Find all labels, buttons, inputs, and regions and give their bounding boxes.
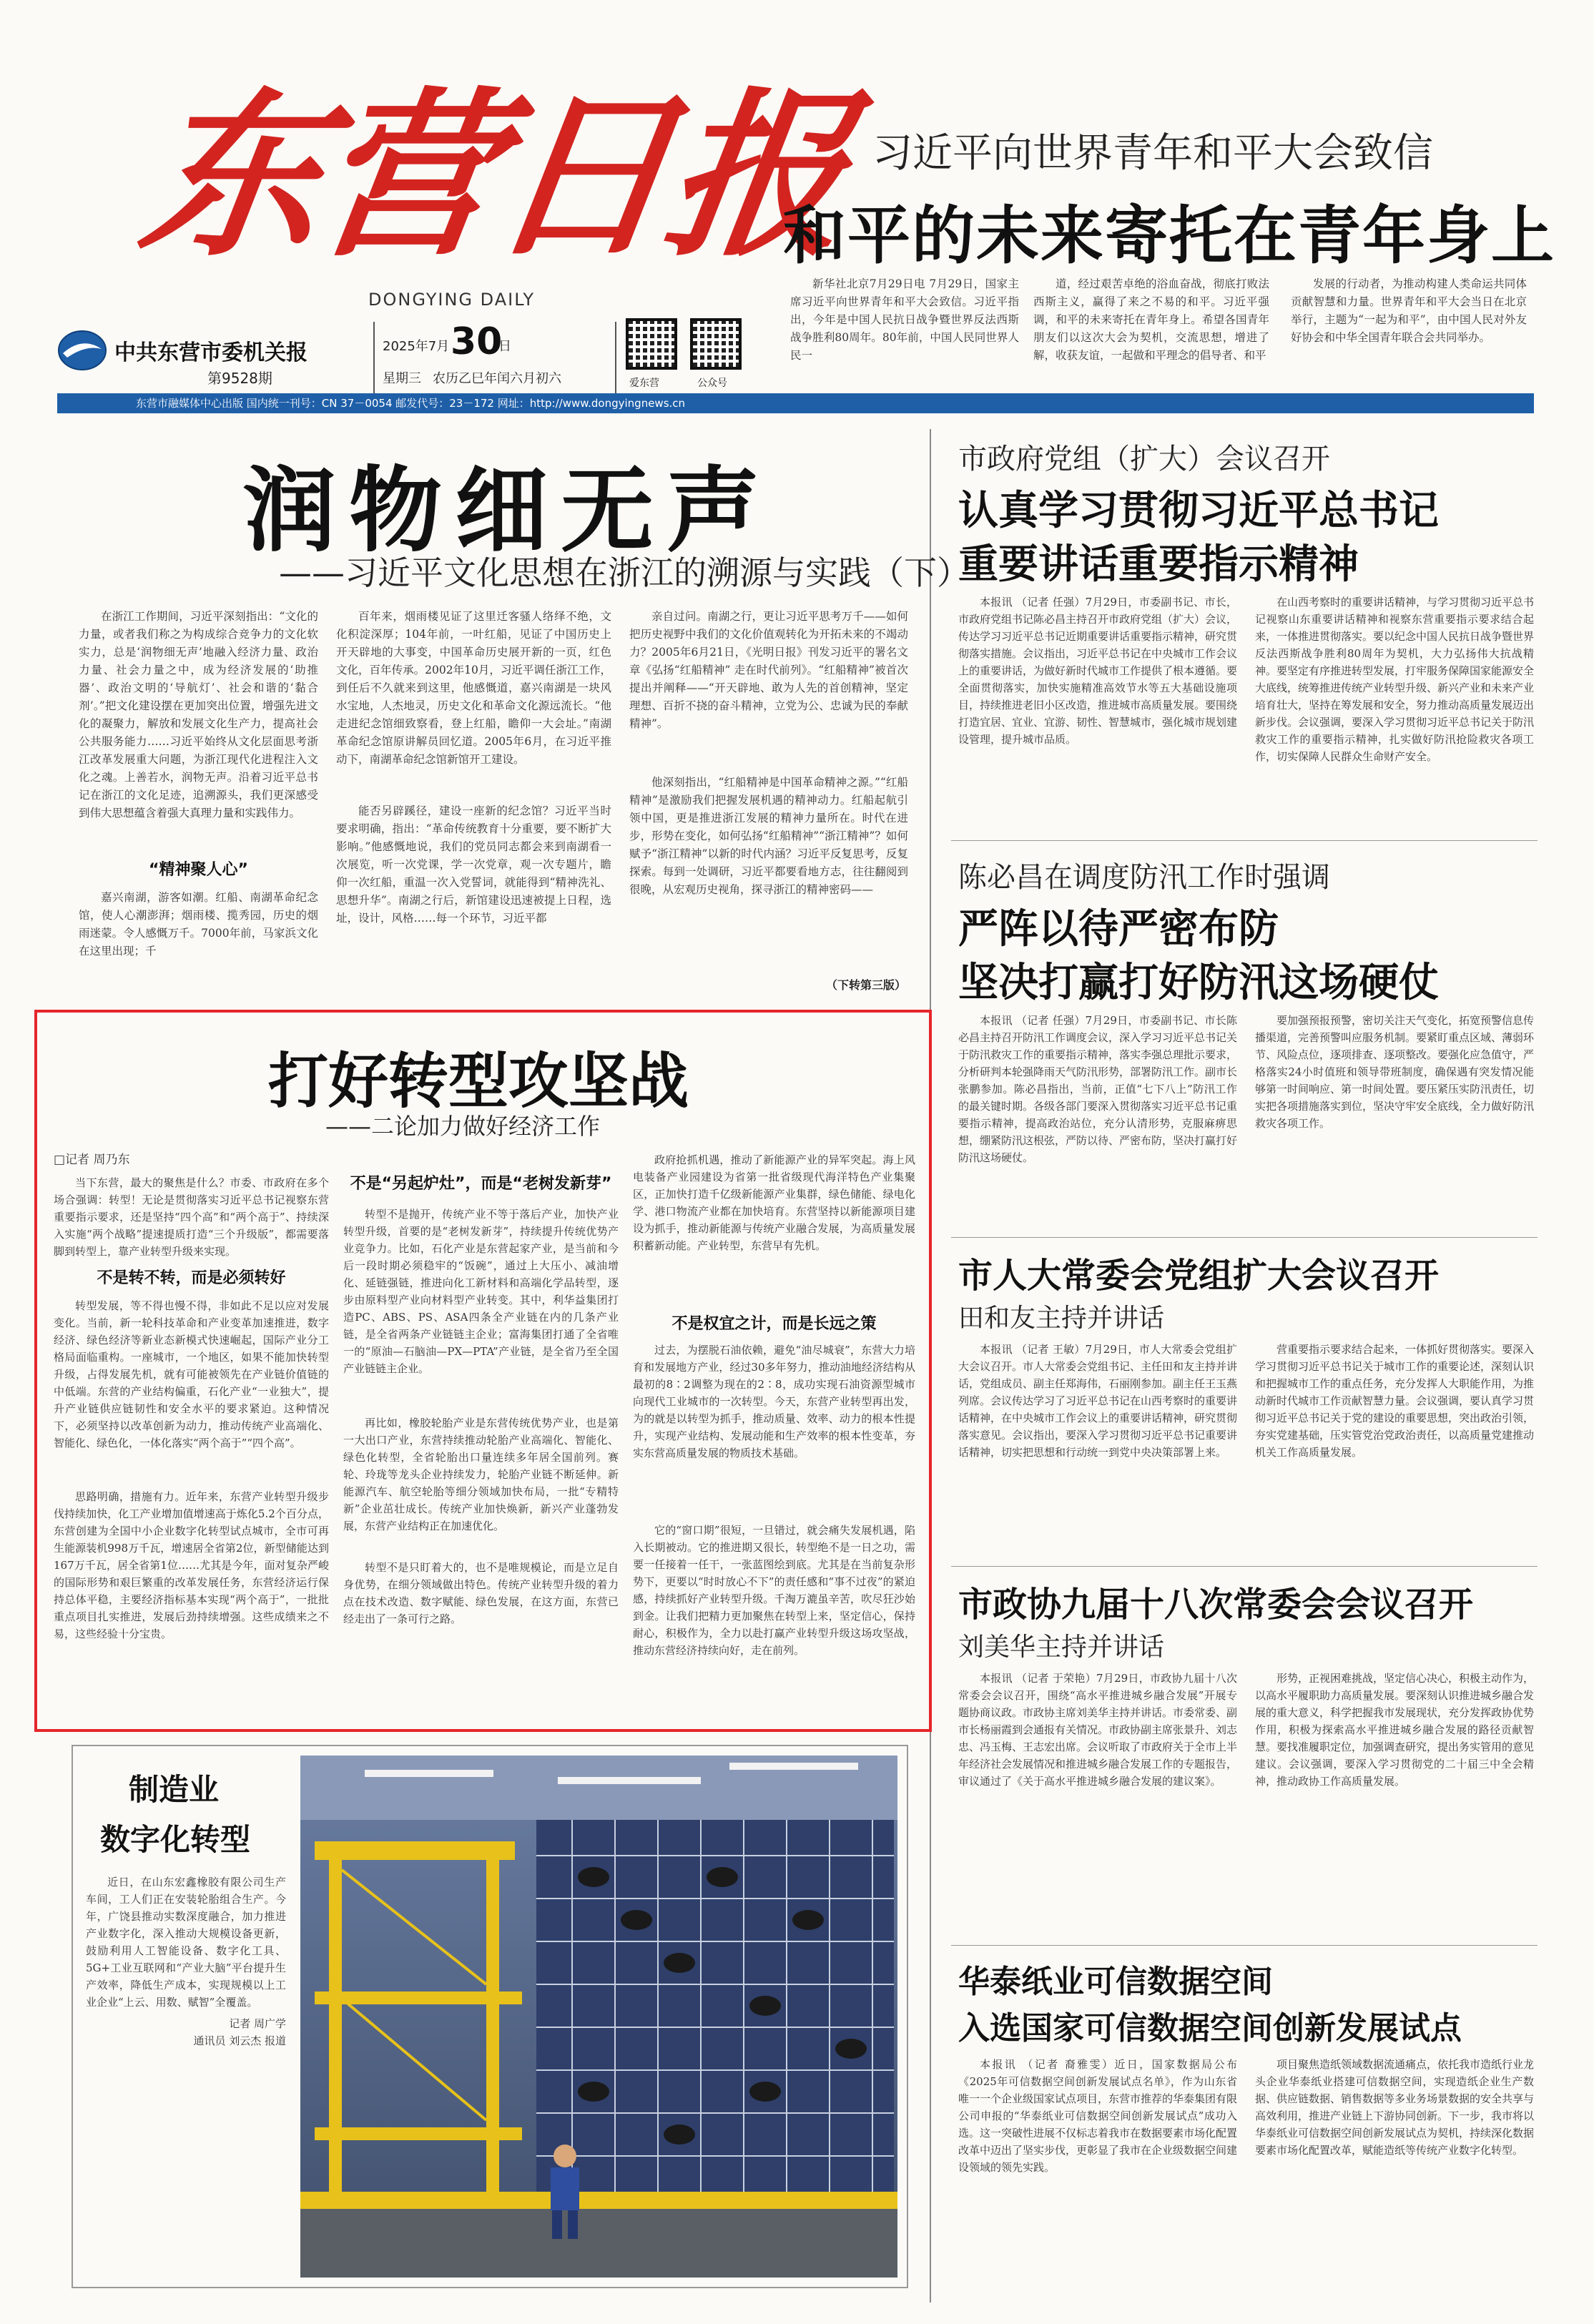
right-news-2-kicker: 陈必昌在调度防汛工作时强调	[958, 861, 1330, 894]
right-news-4-headline-2: 刘美华主持并讲话	[958, 1633, 1165, 1662]
right-news-5-col-1: 本报讯 （记者 裔雅雯）近日，国家数据局公布《2025年可信数据空间创新发展试点名单》，作为山东省唯一一个企业级国家试点项目，东营市推荐的华泰集团有限公司申报的“华泰纸业可信数据空间创新发展试点”成功入选。这一突破性进展不仅标志着我市在数据要素市场化配置改革中迈出了坚实步伐，更彰显了我市在企业级数据空间建设领域的领先实践。	[958, 2058, 1237, 2174]
photo-credit-correspondent: 通讯员 刘云杰 报道	[193, 2034, 286, 2047]
photo-story-text: 近日，在山东宏鑫橡胶有限公司生产车间，工人们正在安装轮胎组合生产。今年，广饶县推动实数深度融合，加力推进产业数字化，深入推动大规模设备更新，鼓励利用人工智能设备、数字化工具、5G+工业互联网和“产业大脑”平台提升生产效率，降低生产成本，实现规模以上工业企业“上云、用数、赋智”全覆盖。 记者 周广学 通讯员 刘云杰 报道	[86, 1874, 286, 2274]
editorial-headline: 打好转型攻坚战	[268, 1046, 689, 1116]
qr-label-account: 公众号	[697, 378, 727, 389]
lead-headline: 和平的未来寄托在青年身上	[783, 199, 1556, 272]
qr-code-app	[626, 318, 677, 370]
photo-story-title-1: 制造业	[129, 1772, 220, 1807]
editorial-col-1: □记者 周乃东 当下东营，最大的聚焦是什么？市委、市政府在多个场合强调：转型！无论是贯彻落实习近平总书记视察东营重要指示要求，还是坚持“四个高”和“两个高于”、持续深入实施“两个战略”提速提质打造“三个升级版”，都需要落脚到转型上，靠产业转型升级来实现。 不是转不转，而是必须转好 转型发展，等不得也慢不得，非如此不足以应对发展变化。当前，新一轮科技革命和产业变革加速推进，数字经济、绿色经济等新业态新模式快速崛起，国际产业分工格局面临重构。一座城市，一个地区，如果不能加快转型升级，占得发展先机，就有可能被领先在产业链价值链的中低端。东营的产业结构偏重，石化产业“一业独大”，提升产业链供应链韧性和安全水平的要求紧迫。这种情况下，必须坚持以改革创新为动力，推动传统产业高端化、智能化、绿色化，一体化落实“两个高于”“四个高”。 思路明确，措施有力。近年来，东营产业转型升级步伐持续加快，化工产业增加值增速高于炼化5.2个百分点，东营创建为全国中小企业数字化转型试点城市，全市可再生能源装机998万千瓦，增速居全省第2位，新型储能达到167万千瓦，居全省第1位……尤其是今年，面对复杂严峻的国际形势和艰巨繁重的改革发展任务，东营经济运行保持总体平稳，主要经济指标基本实现“两个高于”，一批批重点项目扎实推进，发展后劲持续增强。这些成绩来之不易，这些经验十分宝贵。	[54, 1153, 329, 1640]
culture-col-2: 百年来，烟雨楼见证了这里迁客骚人络绎不绝，文化积淀深厚；104年前，一叶红船，见证了中国历史上开天辟地的大事变，中国革命历史展开新的一页，红色文化，百年传承。2002年10月，习近平调任浙江工作，到任后不久就来到这里，他感慨道，嘉兴南湖是一块风水宝地，人杰地灵，历史文化和革命文化源远流长。“他走进纪念馆细致察看，登上红船，瞻仰一大会址。”南湖革命纪念馆原讲解员回忆道。2005年6月，在习近平推动下，南湖革命纪念馆新馆开工建设。 能否另辟蹊径，建设一座新的纪念馆？习近平当时要求明确，指出：“革命传统教育十分重要，要不断扩大影响。”他感慨地说，我们的党员同志都会来到南湖看一次展览，听一次党课，学一次党章，观一次专题片，瞻仰一次红船，重温一次入党誓词，就能得到“精神洗礼、思想升华”。南湖之行后，新馆建设迅速被提上日程，选址，设计，风格……每一个环节，习近平都	[336, 610, 611, 925]
lead-kicker: 习近平向世界青年和平大会致信	[872, 130, 1433, 177]
info-bar-text: 东营市融媒体中心出版 国内统一刊号：CN 37－0054 邮发代号：23－172 网址：http://www.dongyingnews.cn	[136, 397, 686, 410]
culture-subheading: “精神聚人心”	[149, 861, 248, 879]
culture-subtitle: ——习近平文化思想在浙江的溯源与实践（下）	[279, 553, 970, 592]
editorial-subtitle: ——二论加力做好经济工作	[325, 1113, 601, 1140]
culture-col-3: 亲自过问。南湖之行，更让习近平思考万千——如何把历史视野中我们的文化价值观转化为开拓未来的不竭动力？2005年6月21日，《光明日报》刊发习近平的署名文章《弘扬“红船精神” 走在时代前列》。“红船精神”被首次提出并阐释——“开天辟地、敢为人先的首创精神，坚定理想、百折不挠的奋斗精神，立党为公、忠诚为民的奉献精神”。 他深刻指出，“红船精神是中国革命精神之源。”“红船精神”是激励我们把握发展机遇的精神动力。红船起航引领中国，更是推进浙江发展的精神力量所在。时代在进步，形势在变化，如何弘扬“红船精神”“浙江精神”？如何赋予“浙江精神”以新的时代内涵？习近平反复思考，反复探索。每到一处调研，习近平都要看地方志，往往翻阅到很晚，从宏观历史视角，探寻浙江的精神密码——	[629, 610, 908, 896]
culture-headline: 润物细无声	[243, 456, 773, 565]
culture-col-1: 在浙江工作期间，习近平深刻指出：“文化的力量，或者我们称之为构成综合竞争力的文化软实力，总是‘润物细无声’地融入经济力量、政治力量、社会力量之中，成为经济发展的‘助推器’、政治文明的‘导航灯’、社会和谐的‘黏合剂’。”把文化建设摆在更加突出位置，增强先进文化的凝聚力，解放和发展文化生产力，提高社会公共服务能力……习近平始终从文化层面思考浙江改革发展重大问题，为浙江现代化进程注入文化之魂。上善若水，润物无声。沿着习近平总书记在浙江的文化足迹，追溯源头，我们更深感受到伟大思想蕴含着强大真理力量和实践伟力。 “精神聚人心” 嘉兴南湖，游客如潮。红船、南湖革命纪念馆，使人心潮澎湃；烟雨楼、揽秀园，历史的烟雨迷蒙。令人感慨万千。7000年前，马家浜文化在这里出现；千	[79, 610, 318, 957]
right-news-1-headline-2: 重要讲话重要指示精神	[958, 541, 1359, 588]
editorial-col-2: 不是“另起炉灶”，而是“老树发新芽” 转型不是抛开，传统产业不等于落后产业，加快产业转型升级，首要的是“老树发新芽”，持续提升传统优势产业竞争力。比如，石化产业是东营起家产业，是当前和今后一段时期必须稳牢的“饭碗”，通过上大压小、减油增化、延链强链，推进向化工新材料和高端化学品转型，逐步由原料型产业向材料型产业转变。其中，利华益集团打造PC、ABS、PS、ASA四条全产业链在内的几条产业链，是全省两条产业链链主企业；富海集团打通了全省唯一的“原油—石脑油—PX—PTA”产业链，是全省乃至全国产业链链主企业。 再比如，橡胶轮胎产业是东营传统优势产业，也是第一大出口产业，东营持续推动轮胎产业高端化、智能化、绿色化转型，全省轮胎出口量连续多年居全国前列。赛轮、玲珑等龙头企业持续发力，轮胎产业链不断延伸。新能源汽车、航空轮胎等细分领域加快布局，一批“专精特新”企业茁壮成长。传统产业加快焕新，新兴产业蓬勃发展，东营产业结构正在加速优化。 转型不是只盯着大的，也不是唯规模论，而是立足自身优势，在细分领域做出特色。传统产业转型升级的着力点在技术改造、数字赋能、绿色发展，在这方面，东营已经走出了一条可行之路。	[343, 1173, 619, 1716]
photo-credit-reporter: 记者 周广学	[229, 2017, 286, 2030]
editorial-subheading-1: 不是转不转，而是必须转好	[97, 1269, 286, 1287]
right-news-5-headline-2: 入选国家可信数据空间创新发展试点	[958, 2010, 1462, 2047]
photo-story-title-2: 数字化转型	[100, 1822, 251, 1857]
right-news-1-kicker: 市政府党组（扩大）会议召开	[958, 443, 1330, 476]
editorial-subheading-3: 不是权宜之计，而是长远之策	[671, 1315, 877, 1333]
masthead-org: 中共东营市委机关报	[114, 340, 308, 365]
masthead-pinyin: DONGYING DAILY	[368, 290, 536, 310]
right-news-3-headline-1: 市人大常委会党组扩大会议召开	[958, 1256, 1440, 1296]
editorial-byline: □记者 周乃东	[54, 1153, 130, 1167]
lead-col-1: 新华社北京7月29日电 7月29日，国家主席习近平向世界青年和平大会致信。习近平指出，今年是中国人民抗日战争暨世界反法西斯战争胜利80周年。80年前，中国人民同世界人民一	[790, 277, 1019, 362]
qr-code-account	[690, 318, 742, 370]
editorial-col-3: 政府抢抓机遇，推动了新能源产业的异军突起。海上风电装备产业园建设为省第一批省级现代海洋特色产业集聚区，正加快打造千亿级新能源产业集群，绿色储能、绿电化学、港口物流产业都在加快培育。东营坚持以新能源项目建设为抓手，推动新能源与传统产业融合发展，为高质量发展积蓄新动能。产业转型，东营早有先机。 不是权宜之计，而是长远之策 过去，为摆脱石油依赖，避免“油尽城衰”，东营大力培育和发展地方产业，经过30多年努力，推动油地经济结构从最初的8∶2调整为现在的2∶8，成功实现石油资源型城市向现代工业城市的一次转型。今天，东营产业转型再出发，为的就是以转型为抓手，推动质量、效率、动力的根本性提升，实现产业结构、发展动能和生产效率的根本性变革，夯实东营高质量发展的物质技术基础。 它的“窗口期”很短，一旦错过，就会痛失发展机遇，陷入长期被动。它的推进期又很长，转型绝不是一日之功，需要一任接着一任干，一张蓝图绘到底。尤其是在当前复杂形势下，更要以“时时放心不下”的责任感和“事不过夜”的紧迫感，持续抓好产业转型升级。千淘万漉虽辛苦，吹尽狂沙始到金。让我们把精力更加聚焦在转型上来，坚定信心，保持耐心，积极作为，全力以赴打赢产业转型升级这场攻坚战，推动东营经济持续向好，走在前列。	[633, 1153, 915, 1657]
right-news-2-headline-1: 严阵以待严密布防	[958, 906, 1279, 952]
factory-photo	[300, 1756, 897, 2278]
right-news-1-headline-1: 认真学习贯彻习近平总书记	[958, 488, 1439, 534]
masthead-issue: 第9528期	[207, 370, 272, 387]
right-news-4-col-1: 本报讯 （记者 于荣艳）7月29日，市政协九届十八次常委会会议召开，围绕“高水平推进城乡融合发展”开展专题协商议政。市政协主席刘美华主持并讲话。市委常委、副市长杨丽霞到会通报有关情况。市政协副主席张景升、刘志忠、冯玉梅、王志宏出席。会议听取了市政府关于全市上半年经济社会发展情况和推进城乡融合发展工作的专题报告，审议通过了《关于高水平推进城乡融合发展的建议案》。	[958, 1672, 1237, 1788]
right-news-2-headline-2: 坚决打赢打好防汛这场硬仗	[958, 960, 1439, 1006]
right-news-4-col-2: 形势，正视困难挑战，坚定信心决心，积极主动作为，以高水平履职助力高质量发展。要深刻认识推进城乡融合发展的重大意义，科学把握我市发展现状，充分发挥政协优势作用，积极为探索高水平推进城乡融合发展的路径贡献智慧。要找准履职定位，加强调查研究，提出务实管用的意见建议。会议强调，要深入学习贯彻党的二十届三中全会精神，推动政协工作高质量发展。	[1255, 1672, 1534, 1788]
culture-continued: （下转第三版）	[826, 978, 907, 992]
lead-col-3: 发展的行动者，为推动构建人类命运共同体贡献智慧和力量。世界青年和平大会当日在北京举行，主题为“一起为和平”，由中国人民对外友好协会和中华全国青年联合会共同举办。	[1291, 277, 1527, 344]
date-lunar: 农历乙巳年闰六月初六	[433, 371, 561, 386]
masthead	[57, 14, 858, 400]
lead-col-2: 道，经过艰苦卓绝的浴血奋战，彻底打败法西斯主义，赢得了来之不易的和平。习近平强调，和平的未来寄托在青年身上。希望各国青年朋友们以这次大会为契机，交流思想，增进了解，收获友谊，一起做和平理念的倡导者、和平	[1033, 277, 1269, 362]
qr-label-app: 爱东营	[629, 378, 659, 389]
date-year-month: 2025年7月	[383, 339, 450, 354]
date-day: 30	[451, 320, 503, 363]
right-news-5-headline-1: 华泰纸业可信数据空间	[958, 1964, 1273, 2000]
info-bar	[57, 393, 1534, 413]
date-weekday: 星期三	[383, 371, 421, 386]
masthead-title: 东营日报	[130, 70, 858, 280]
masthead-logo-icon	[57, 329, 107, 372]
right-news-5-col-2: 项目聚焦造纸领域数据流通痛点，依托我市造纸行业龙头企业华泰纸业搭建可信数据空间，实现造纸企业生产数据、供应链数据、销售数据等多业务场景数据的安全共享与高效利用，推进产业链上下游协同创新。下一步，我市将以华泰纸业可信数据空间创新发展试点为契机，持续深化数据要素市场化配置改革，赋能造纸等传统产业数字化转型。	[1255, 2058, 1534, 2157]
right-news-2-col-1: 本报讯 （记者 任强）7月29日，市委副书记、市长陈必昌主持召开防汛工作调度会议，深入学习习近平总书记关于防汛救灾工作的重要指示精神，落实李强总理批示要求，分析研判本轮强降雨天气防汛形势，部署防汛工作。副市长张鹏参加。陈必昌指出，当前，正值“七下八上”防汛工作的最关键时期。各级各部门要深入贯彻落实习近平总书记重要指示精神，提高政治站位，充分认清形势，克服麻痹思想，绷紧防汛这根弦，严防以待、严密布防，坚决打赢打好防汛这场硬仗。	[958, 1014, 1237, 1164]
right-news-2-col-2: 要加强预报预警，密切关注天气变化，拓宽预警信息传播渠道，完善预警叫应服务机制。要紧盯重点区域、薄弱环节、风险点位，逐项排查、逐项整改。要强化应急值守，严格落实24小时值班和领导带班制度，确保遇有突发情况能够第一时间响应、第一时间处置。要压紧压实防汛责任，切实把各项措施落实到位，坚决守牢安全底线，全力做好防汛救灾各项工作。	[1255, 1014, 1534, 1130]
editorial-subheading-2: 不是“另起炉灶”，而是“老树发新芽”	[350, 1175, 612, 1193]
right-news-3-headline-2: 田和友主持并讲话	[958, 1304, 1165, 1333]
right-news-1-col-1: 本报讯 （记者 任强）7月29日，市委副书记、市长，市政府党组书记陈必昌主持召开市政府党组（扩大）会议，传达学习习近平总书记近期重要讲话重要指示精神，研究贯彻落实措施。会议指出，习近平总书记在中央城市工作会议上的重要讲话，为做好新时代城市工作提供了根本遵循。要全面贯彻落实，加快实施精准高效节水等五大基础设施项目，持续推进老旧小区改造，推进城市高质量发展。要围绕打造宜居、宜业、宜游、韧性、智慧城市，强化城市规划建设管理，提升城市品质。	[958, 596, 1237, 746]
date-day-unit: 日	[498, 339, 511, 354]
right-news-1-col-2: 在山西考察时的重要讲话精神，与学习贯彻习近平总书记视察山东重要讲话精神和视察东营重要指示要求结合起来，一体推进贯彻落实。要以纪念中国人民抗日战争暨世界反法西斯战争胜利80周年为契机，大力弘扬伟大抗战精神。要坚定有序推进转型发展，打牢服务保障国家能源安全大底线，统筹推进传统产业转型升级、新兴产业和未来产业培育壮大，坚持在筹发展和安全，努力推动高质量发展迈出新步伐。会议强调，要深入学习贯彻习近平总书记关于防汛救灾工作的重要指示精神，扎实做好防汛抢险救灾各项工作，切实保障人民群众生命财产安全。	[1255, 596, 1534, 763]
right-news-3-col-2: 营重要指示要求结合起来，一体抓好贯彻落实。要深入学习贯彻习近平总书记关于城市工作的重要论述，深刻认识和把握城市工作的重点任务，充分发挥人大职能作用，为推动新时代城市工作贡献智慧力量。会议强调，要认真学习贯彻习近平总书记关于党的建设的重要思想，突出政治引领，夯实党建基础，压实管党治党政治责任，以高质量党建推动机关工作高质量发展。	[1255, 1343, 1534, 1459]
right-news-3-col-1: 本报讯 （记者 王敏）7月29日，市人大常委会党组扩大会议召开。市人大常委会党组书记、主任田和友主持并讲话，党组成员、副主任郑海伟，石丽刚参加。副主任王玉燕列席。会议传达学习了习近平总书记在山西考察时的重要讲话精神，在中央城市工作会议上的重要讲话精神，研究贯彻落实意见。会议指出，要深入学习贯彻习近平总书记重要讲话精神，切实把思想和行动统一到党中央决策部署上来。	[958, 1343, 1237, 1459]
right-news-4-headline-1: 市政协九届十八次常委会会议召开	[958, 1585, 1474, 1625]
